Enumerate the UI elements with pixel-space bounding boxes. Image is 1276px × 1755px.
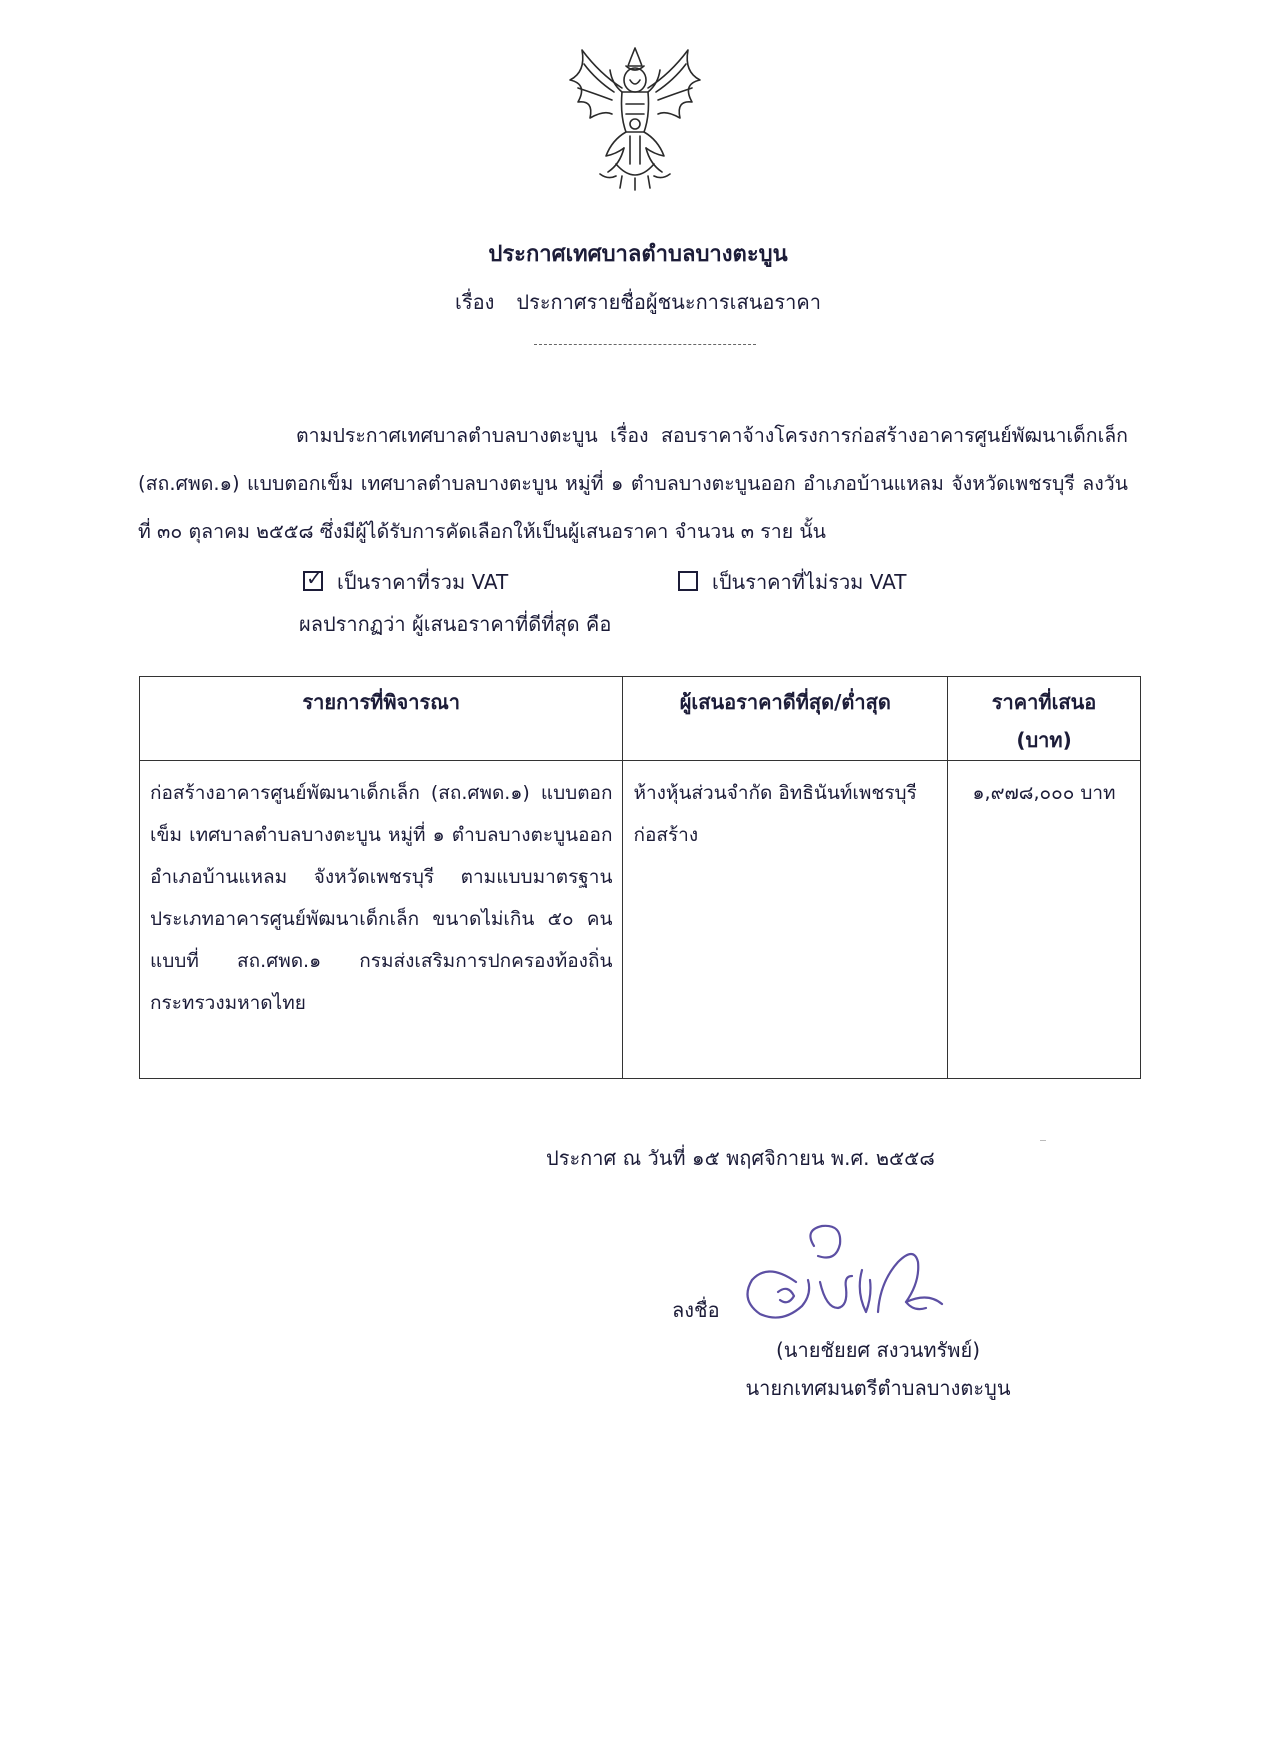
result-line: ผลปรากฏว่า ผู้เสนอราคาที่ดีที่สุด คือ — [299, 612, 612, 636]
vat-excluded-label: เป็นราคาที่ไม่รวม VAT — [712, 570, 907, 594]
signer-position: นายกเทศมนตรีตำบลบางตะบูน — [745, 1376, 1011, 1400]
subject-text: ประกาศรายชื่อผู้ชนะการเสนอราคา — [516, 290, 821, 314]
bid-price: ๑,๙๗๘,๐๐๐ บาท — [948, 761, 1141, 1079]
table-header-row — [140, 677, 1141, 761]
page-title: ประกาศเทศบาลตำบลบางตะบูน — [488, 242, 788, 267]
subject-label: เรื่อง — [455, 290, 495, 314]
separator-line — [534, 344, 756, 345]
sign-label: ลงชื่อ — [672, 1298, 720, 1322]
vat-excluded-option — [678, 566, 906, 598]
header-item: รายการที่พิจารณา — [140, 677, 623, 761]
checkbox-checked-icon — [303, 571, 323, 591]
header-bidder: ผู้เสนอราคาดีที่สุด/ต่ำสุด — [623, 677, 948, 761]
vat-included-label: เป็นราคาที่รวม VAT — [337, 570, 509, 594]
vat-included-option — [303, 566, 508, 598]
header-price-unit: (บาท) — [1016, 728, 1072, 752]
garuda-emblem-icon — [560, 44, 710, 192]
header-price-label: ราคาที่เสนอ — [991, 690, 1097, 714]
signer-name: (นายชัยยศ สงวนทรัพย์) — [776, 1338, 980, 1362]
body-paragraph: ตามประกาศเทศบาลตำบลบางตะบูน เรื่อง สอบราคาจ้างโครงการก่อสร้างอาคารศูนย์พัฒนาเด็กเล็ก (สถ.ศพด.๑) แบบตอกเข็ม เทศบาลตำบลบางตะบูน หมู่ที่ ๑ ตำบลบางตะบูนออก อำเภอบ้านแหลม จังหวัดเพชรบุรี ลงวันที่ ๓๐ ตุลาคม ๒๕๕๘ ซึ่งมีผู้ได้รับการคัดเลือกให้เป็นผู้เสนอราคา จำนวน ๓ ราย นั้น — [138, 424, 1128, 543]
announcement-date: ประกาศ ณ วันที่ ๑๕ พฤศจิกายน พ.ศ. ๒๕๕๘ — [546, 1146, 935, 1170]
bidder-name: ห้างหุ้นส่วนจำกัด อิทธินันท์เพชรบุรีก่อสร้าง — [623, 761, 948, 1079]
subject-line — [0, 286, 1276, 318]
signature-icon — [738, 1222, 954, 1326]
item-description: ก่อสร้างอาคารศูนย์พัฒนาเด็กเล็ก (สถ.ศพด.๑) แบบตอกเข็ม เทศบาลตำบลบางตะบูน หมู่ที่ ๑ ตำบลบางตะบูนออก อำเภอบ้านแหลม จังหวัดเพชรบุรี ตามแบบมาตรฐานประเภทอาคารศูนย์พัฒนาเด็กเล็ก ขนาดไม่เกิน ๕๐ คน แบบที่ สถ.ศพด.๑ กรมส่งเสริมการปกครองท้องถิ่น กระทรวงมหาดไทย — [140, 761, 623, 1079]
checkbox-empty-icon — [678, 571, 698, 591]
scan-mark — [1040, 1140, 1046, 1141]
header-price — [948, 677, 1141, 761]
table-row — [140, 761, 1141, 1079]
bid-result-table — [139, 676, 1141, 1079]
